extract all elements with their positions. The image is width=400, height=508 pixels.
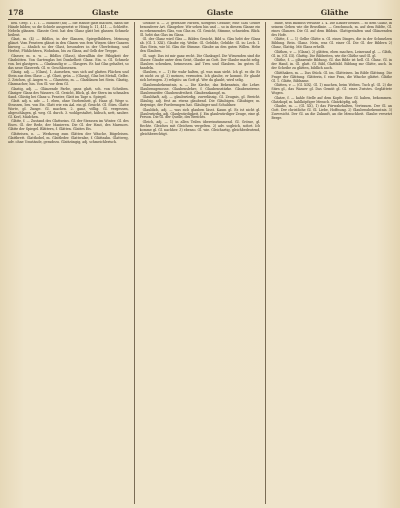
entry-paragraph: Glätthaken, m. — Das Stück. Gl. im. Glätteisen. Im Bilde Glättung. Die Frage der Glättung. Glätterin, f. eine Frau, die Wäsche glättet. Gläthe Gl. 1. Glätte, Bildsame. bbox=[271, 70, 393, 83]
entry-paragraph: Gl. der Glanz wird Glas — Bilden Gesicht, Bild u. Glas hebt der Glanz ab. (Gl. 1. XXI). Glaube eig. Weibe. Gl. Gebilde, Gebilde: Gl. in: Lecb. 1. Glas Stein, wie bl. Glas die Stimme. Glaube an den guten Willen. Hebe den Glauben. bbox=[139, 37, 261, 54]
running-head-left: Glaste bbox=[92, 7, 119, 17]
entry-paragraph: Glaube, m. — (Gl. XX), 1) das Fürwahrhalten, Vertrauen. Der Gl. an Gott. Der christliche Gl. Gl. Liebe, Hoffnung. 2) Glaubensbekenntnis. 3) Zuversicht. Der Gl. an die Zukunft, an die Menschheit. Glaube versetzt Berge. bbox=[271, 104, 393, 121]
running-head-right: Gläthe bbox=[320, 7, 349, 17]
column-1 bbox=[8, 22, 129, 504]
entry-paragraph: Gleich, adj. — 1) in allen Teilen übereinstimmend. Gl. Grösse, gl. Rechte. Gleiches mit Gleichem vergelten. 2) adv. sogleich, sofort. Ich komme gl. Gl. nachher. 3) ebenso. Gl. wie. Gleichartig, gleichbedeutend, gleichberechtigt. bbox=[139, 120, 261, 136]
header-rule bbox=[8, 19, 392, 20]
column-divider bbox=[134, 22, 135, 504]
entry-paragraph: Glauben, v. — 1) für wahr halten, gl. was man sieht. Ich gl. es dir. Es ist nicht zu gl. 2) meinen, vermuten. Ich glaube, er kommt. Er glaubt sich betrogen. 3) religiös: an Gott gl. Wer da glaubt, wird selig. bbox=[139, 70, 261, 83]
entry-paragraph: Glaubhaft, adj. — glaubwürdig, zuverlässig. Gl. Zeugnis, gl. Bericht. Gläubig, adj. fest an etwas glaubend. Die Gläubigen. Gläubiger, m. derjenige, der Forderungen hat. Gläubiger und Schuldner. bbox=[139, 95, 261, 108]
entry-paragraph: Glastig, adj. — Glänzende Farbe, ganz glatt, sch. von Scheiben. Glasiger Glanz des Wassers. Gl. Gesicht, Blick, gl. der Stern im schmalen Sand. Glästig bei Glanz u. Fenster, Glatt im Tage u. Spiegel. bbox=[8, 86, 129, 99]
column-divider bbox=[265, 22, 266, 504]
entry-paragraph: Glätten, v. — (Gl. XIX). Gl. 1) machen, beim Weben. Tuch gl. Gl. 2) die Stirn gl., das Wasser gl. Das Gemüt gl. Gl. eines Zwistes. Geglättete Wogen. bbox=[271, 83, 393, 96]
entry-paragraph: Gl. sagt: Das ist mir ganz recht. Die Glaskugel. Die Wissenden sind die Glaser. Glaube unter dem Geist, Glaube an Gott. Der Glaube macht selig. Glauben schenken, beimessen. Auf Treu und Glauben. Im guten Gl. handeln. bbox=[139, 53, 261, 70]
page-header bbox=[8, 6, 392, 18]
entry-paragraph: Glast, m. (4) — Bildlos, in der Glanzen, Spiegelbildern, Meinung glänzt. Vom Fenstern glänzt in den Glasen von fern Wiesen über Ganzen hinweg — ähnlich so der Glast, besonders in der Überleitung, und Herbst, Flühlichtern, Wohnbau, bis zu Glanz, auf Gelb der Treppe. bbox=[8, 37, 129, 54]
entry-paragraph: Glaubensbekenntnis, n. — Die Kirche, das Bekenntnis, die Lehre. Glaubensgenosse. Glaubenslehre, f. Glaubensstärke. Glaubenstreue. Glaubenseifer. Glaubensfreiheit. Glaubenskampf, m. bbox=[139, 82, 261, 95]
entry-paragraph: Bilde, sein Bildniss verlasse 1. 4. Die Kinder beinen ... so dem Glanz, in seinem Geben wie die Brustlinie. — Geschmuck, m. auf dem Bildte, Gl. eines Glanzes. Die Gl. auf dem Bildnis. Glattgestalten und Glänzenden des Hofe. bbox=[271, 22, 393, 37]
entry-paragraph: Gläthe, f. — glänzende Bildung. Gl. das Bilde ist hell. Gl. Glanz. Gl. in der Hand, in. Gl. glatt. Gl. Bild, Glattbild. Bildung zur Glätte, auch. In der Scheibe zu glätten, bildlich auch. bbox=[271, 58, 393, 71]
entry-paragraph: heil. Gesp. 1. 1. 1. — Bildlose (hd) — die Hände glatt machen, dann die Hände bilden; so die Schiele ausgesetzt w. Hönig b. 11, 411. — Schleifte. Nebeln glänzen. Glasste Gest. hat den Glanz glatt bei glassen Schmelz heileut. bbox=[8, 22, 129, 37]
entry-paragraph: Glasser, m. u. w. — Bildlos (Glass), überallhin der Fähigkeit der Glashütten. Von Gartenglas bei Dunkelheit Glanz. Ein. u. Gl. Schmelz von. bei glastgern. — Glaskundig w. — Glasgers. Er. hat Glas gehaltet, so das neue Glaswerk. Gl. w. Geschlossenen. bbox=[8, 53, 129, 70]
column-3 bbox=[271, 22, 392, 504]
entry-paragraph: Gebilde u. — 2) gewählte Farben, übrigens Gebilde; eine Glas Gebiet besonderer Art. Glasgeber. Wir sehen hin und ... so in diesem Glanze ein zu erkennendes Glas, von Glas zu. Gl. Gesicht, Stimme, schneiden. Blick. Gl. hebt das Glas im Glanz. bbox=[139, 22, 261, 37]
entry-paragraph: Glasig. adj. — (Glass), 1. Aussehen, was sich auf glatten Flächen und Stein aus dem Glase — gl. Glast, grün — (Glasig), Glas bei Metall, Gelbe. 2. Zeichen, gl. Augen w. — Glasstein, m. — Glasblasen bei Stein. Glastig, Glasmacher, hin. Von Gl. vor dem Gl. bbox=[8, 70, 129, 87]
entry-paragraph: Glätte, f. — 1) Gelbe Glätte u. Gl. eines Dinges, die in der Schmelzen Bildung. Bein. Glanz. Nein, was Gl. einer Gl. Die Gl. der Bildern 2) Glanz, Glattig. Mit Glanz erhellt. bbox=[271, 37, 393, 50]
text-columns bbox=[8, 22, 392, 504]
entry-paragraph: Gläthen, v. — (Glanz), 2) glätten, eben machen, Leinwand gl. — Gläth, Gl. in. (Gl. III). Glattig. Die Bildseiten, wie die Gläthe und Gl. gl. bbox=[271, 49, 393, 58]
entry-paragraph: Glaublich, adj. — was sich glauben lässt. Kaum gl. Es ist nicht gl. Glaubwürdig, adj. Glaubwürdigkeit, f. Ein glaubwürdiger Zeuge, eine gl. Person. Die Gl. der Quelle, des Berichts. bbox=[139, 107, 261, 120]
running-head-center: Glaste bbox=[206, 7, 234, 17]
page-number: 178 bbox=[8, 7, 24, 17]
entry-paragraph: Glätte, f. — Zustand des Glattseins. Gl. der Strassen im Winter. Gl. des Eises. Gl. der Rede, der Manieren. Die Gl. der Haut, des Marmors. Glätte der Spiegel. Blättern, f. Glätten. Glattes Eis. bbox=[8, 119, 129, 132]
entry-paragraph: Glätteisen, n. — Werkzeug zum Glätten der Wäsche, Bügeleisen. Glattbrett. Glatthobel, m. Glattleder. Glattwalze, f. Glättzahn. Glattweg, adv. ohne Umstände, geradezu. Glattzüngig, adj. schmeichlerisch. bbox=[8, 131, 129, 144]
column-2 bbox=[140, 22, 261, 504]
entry-paragraph: Glatt. adj. u. adv. — 1. eben, ohne Unebenheit, gl. Haar. gl. Wege u. Strassen, bes. von Eis. Glatt wie ein Aal. ein gl. Gesicht. Gl. Stirn. Glatte Worte, gl. Zunge. Gl. machen. 2. ganz, völlig. Gl. vergessen, abgeschlagen, gl. weg. Gl. durch. 3. wohlgestaltet, hübsch, nett, sauber. Gl. Kerl, Mädchen. bbox=[8, 99, 129, 119]
entry-paragraph: Glatze, f. — kahle Stelle auf dem Kopfe. Eine Gl. haben, bekommen. Glatzkopf, m. kahlköpfiger Mensch. Glatzköpfig, adj. bbox=[271, 95, 393, 104]
